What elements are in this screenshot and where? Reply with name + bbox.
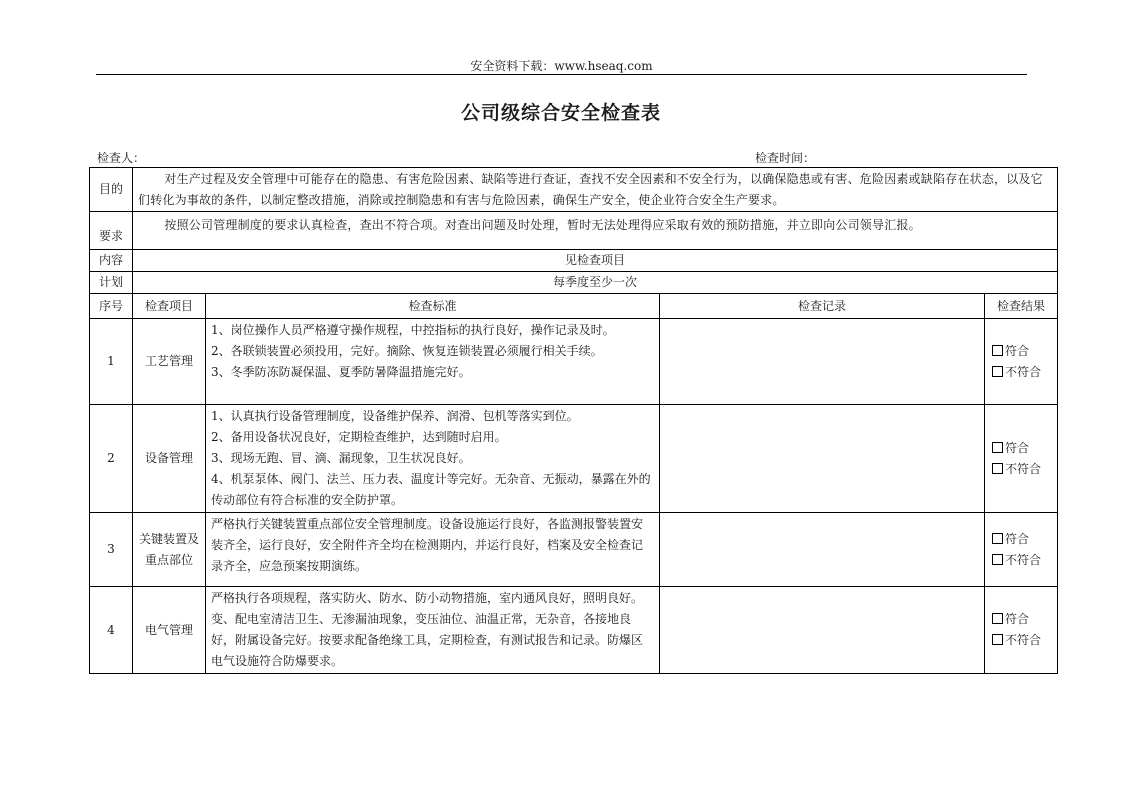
requirement-row	[90, 212, 1058, 250]
option-fail-label: 不符合	[1005, 461, 1042, 476]
standard-line: 严格执行各项规程，落实防火、防水、防小动物措施，室内通风良好，照明良好。变、配电室清洁卫生、无渗漏油现象，变压油位、油温正常，无杂音，各接地良好，附属设备完好。按要求配备绝缘工具，定期检查，有测试报告和记录。防爆区电气设施符合防爆要求。	[211, 591, 644, 668]
content-row	[90, 250, 1058, 272]
standard-line: 3、现场无跑、冒、滴、漏现象，卫生状况良好。	[211, 451, 471, 465]
option-pass[interactable]	[992, 529, 1052, 550]
inspector-label: 检查人：	[97, 151, 146, 165]
row-standard	[206, 319, 660, 405]
inspection-time-label: 检查时间：	[755, 151, 816, 165]
standard-line: 1、岗位操作人员严格遵守操作规程，中控指标的执行良好，操作记录及时。	[211, 323, 615, 337]
row-no: 4	[90, 587, 133, 674]
table-row	[90, 513, 1058, 587]
checkbox-icon[interactable]	[992, 533, 1003, 544]
page-title: 公司级综合安全检查表	[460, 102, 661, 124]
row-standard	[206, 513, 660, 587]
row-record[interactable]	[660, 513, 985, 587]
checkbox-icon[interactable]	[992, 613, 1003, 624]
row-record[interactable]	[660, 319, 985, 405]
row-item: 工艺管理	[133, 319, 206, 405]
standard-line: 4、机泵泵体、阀门、法兰、压力表、温度计等完好。无杂音、无振动，暴露在外的传动部位有符合标准的安全防护罩。	[211, 472, 651, 507]
checkbox-icon[interactable]	[992, 366, 1003, 377]
checkbox-icon[interactable]	[992, 345, 1003, 356]
purpose-label: 目的	[90, 168, 133, 212]
plan-text: 每季度至少一次	[133, 272, 1058, 294]
option-fail[interactable]	[992, 459, 1052, 480]
purpose-text: 对生产过程及安全管理中可能存在的隐患、有害危险因素、缺陷等进行查证，查找不安全因素和不安全行为，以确保隐患或有害、危险因素或缺陷存在状态，以及它们转化为事故的条件，以制定整改措施，消除或控制隐患和有害与危险因素，确保生产安全，使企业符合安全生产要求。	[133, 168, 1058, 212]
purpose-row	[90, 168, 1058, 212]
row-item: 电气管理	[133, 587, 206, 674]
site-header: 安全资料下载：www.hseaq.com	[470, 59, 653, 73]
content-label: 内容	[90, 250, 133, 272]
checkbox-icon[interactable]	[992, 554, 1003, 565]
option-fail-label: 不符合	[1005, 633, 1042, 647]
checkbox-icon[interactable]	[992, 463, 1003, 474]
option-pass[interactable]	[992, 438, 1052, 459]
row-record[interactable]	[660, 405, 985, 513]
header-standard: 检查标准	[206, 294, 660, 319]
option-pass[interactable]	[992, 341, 1052, 362]
requirement-text: 按照公司管理制度的要求认真检查，查出不符合项。对查出问题及时处理，暂时无法处理得应采取有效的预防措施，并立即向公司领导汇报。	[133, 212, 1058, 250]
option-fail-label: 不符合	[1005, 552, 1042, 567]
table-row	[90, 319, 1058, 405]
table-row	[90, 405, 1058, 513]
header-divider	[96, 74, 1027, 75]
header-no: 序号	[90, 294, 133, 319]
header-record: 检查记录	[660, 294, 985, 319]
row-record[interactable]	[660, 587, 985, 674]
option-pass-label: 符合	[1005, 440, 1030, 455]
option-fail[interactable]	[992, 362, 1052, 383]
row-standard	[206, 405, 660, 513]
option-fail[interactable]	[992, 630, 1052, 651]
row-standard	[206, 587, 660, 674]
meta-row	[97, 149, 1027, 167]
row-no: 2	[90, 405, 133, 513]
standard-line: 2、各联锁装置必须投用，完好。摘除、恢复连锁装置必须履行相关手续。	[211, 344, 603, 358]
row-item: 设备管理	[133, 405, 206, 513]
standard-line: 3、冬季防冻防凝保温、夏季防暑降温措施完好。	[211, 365, 471, 379]
row-no: 3	[90, 513, 133, 587]
plan-label: 计划	[90, 272, 133, 294]
standard-line: 严格执行关键装置重点部位安全管理制度。设备设施运行良好，各监测报警装置安装齐全，运行良好，安全附件齐全均在检测期内，并运行良好，档案及安全检查记录齐全，应急预案按期演练。	[211, 517, 644, 573]
row-result	[985, 319, 1058, 405]
checkbox-icon[interactable]	[992, 634, 1003, 645]
plan-row	[90, 272, 1058, 294]
header-result: 检查结果	[985, 294, 1058, 319]
checkbox-icon[interactable]	[992, 442, 1003, 453]
row-result	[985, 513, 1058, 587]
content-text: 见检查项目	[133, 250, 1058, 272]
table-row	[90, 587, 1058, 674]
option-pass-label: 符合	[1005, 612, 1030, 626]
row-result	[985, 405, 1058, 513]
option-fail-label: 不符合	[1005, 364, 1042, 379]
option-pass-label: 符合	[1005, 531, 1030, 546]
table-header-row	[90, 294, 1058, 319]
standard-line: 1、认真执行设备管理制度，设备维护保养、润滑、包机等落实到位。	[211, 409, 579, 423]
option-fail[interactable]	[992, 550, 1052, 571]
row-item: 关键装置及重点部位	[133, 513, 206, 587]
requirement-label: 要求	[90, 212, 133, 250]
standard-line: 2、备用设备状况良好，定期检查维护，达到随时启用。	[211, 430, 507, 444]
row-result	[985, 587, 1058, 674]
checklist-table	[89, 167, 1058, 674]
option-pass[interactable]	[992, 609, 1052, 630]
option-pass-label: 符合	[1005, 343, 1030, 358]
row-no: 1	[90, 319, 133, 405]
header-item: 检查项目	[133, 294, 206, 319]
